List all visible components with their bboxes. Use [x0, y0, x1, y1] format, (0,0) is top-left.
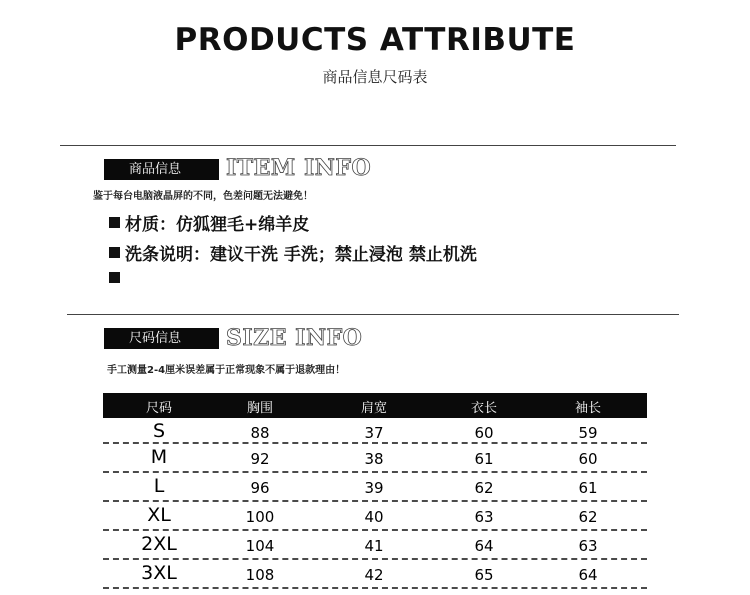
size-value: 63 — [474, 508, 494, 526]
divider — [60, 145, 676, 146]
size-value: 39 — [364, 479, 384, 497]
bullet-square-icon — [109, 247, 120, 258]
size-info-note: 手工测量2-4厘米误差属于正常现象不属于退款理由！ — [107, 365, 346, 376]
size-value: 100 — [245, 508, 275, 526]
size-value: 38 — [364, 450, 384, 468]
bullet-square-icon — [109, 272, 120, 283]
divider — [67, 314, 679, 315]
size-value: 60 — [474, 424, 494, 442]
size-value: 60 — [578, 450, 598, 468]
size-value: 108 — [245, 566, 275, 584]
table-row — [103, 418, 647, 444]
item-info-heading: ITEM INFO — [226, 155, 372, 181]
size-info-heading: SIZE INFO — [226, 325, 363, 351]
size-value: 65 — [474, 566, 494, 584]
size-label: S — [152, 420, 166, 442]
column-header-size: 尺码 — [145, 401, 173, 416]
item-info-note: 鉴于每台电脑液晶屏的不同，色差问题无法避免！ — [93, 191, 313, 202]
size-value: 88 — [250, 424, 270, 442]
attribute-material — [109, 210, 309, 235]
size-table — [103, 393, 647, 589]
size-value: 61 — [474, 450, 494, 468]
size-label: 3XL — [141, 562, 177, 584]
table-row — [103, 502, 647, 531]
size-value: 40 — [364, 508, 384, 526]
size-value: 64 — [578, 566, 598, 584]
bullet-square-icon — [109, 217, 120, 228]
page-subtitle: 商品信息尺码表 — [322, 68, 428, 86]
size-value: 42 — [364, 566, 384, 584]
table-row — [103, 531, 647, 560]
column-header-chest: 胸围 — [246, 401, 274, 416]
size-label: XL — [147, 504, 171, 526]
table-row — [103, 444, 647, 473]
column-header-shoulder: 肩宽 — [360, 401, 388, 416]
column-header-sleeve: 袖长 — [574, 401, 602, 416]
column-header-length: 衣长 — [470, 401, 498, 416]
size-label: 2XL — [141, 533, 177, 555]
size-value: 104 — [245, 537, 275, 555]
size-value: 37 — [364, 424, 384, 442]
size-table-body — [103, 418, 647, 589]
size-value: 62 — [474, 479, 494, 497]
item-info-tag: 商品信息 — [104, 159, 219, 180]
size-label: L — [153, 475, 165, 497]
size-value: 63 — [578, 537, 598, 555]
attribute-washing — [109, 240, 477, 265]
size-value: 61 — [578, 479, 598, 497]
attribute-empty — [109, 272, 125, 283]
size-value: 64 — [474, 537, 494, 555]
size-value: 41 — [364, 537, 384, 555]
table-row — [103, 560, 647, 589]
table-row — [103, 473, 647, 502]
size-label: M — [150, 446, 168, 468]
attribute-text: 洗条说明：建议干洗 手洗；禁止浸泡 禁止机洗 — [125, 245, 477, 265]
attribute-text: 材质：仿狐狸毛+绵羊皮 — [125, 215, 310, 235]
size-value: 62 — [578, 508, 598, 526]
page-title: PRODUCTS ATTRIBUTE — [174, 22, 576, 58]
size-value: 96 — [250, 479, 270, 497]
size-value: 92 — [250, 450, 270, 468]
size-value: 59 — [578, 424, 598, 442]
size-info-tag: 尺码信息 — [104, 328, 219, 349]
size-table-header — [103, 393, 647, 418]
